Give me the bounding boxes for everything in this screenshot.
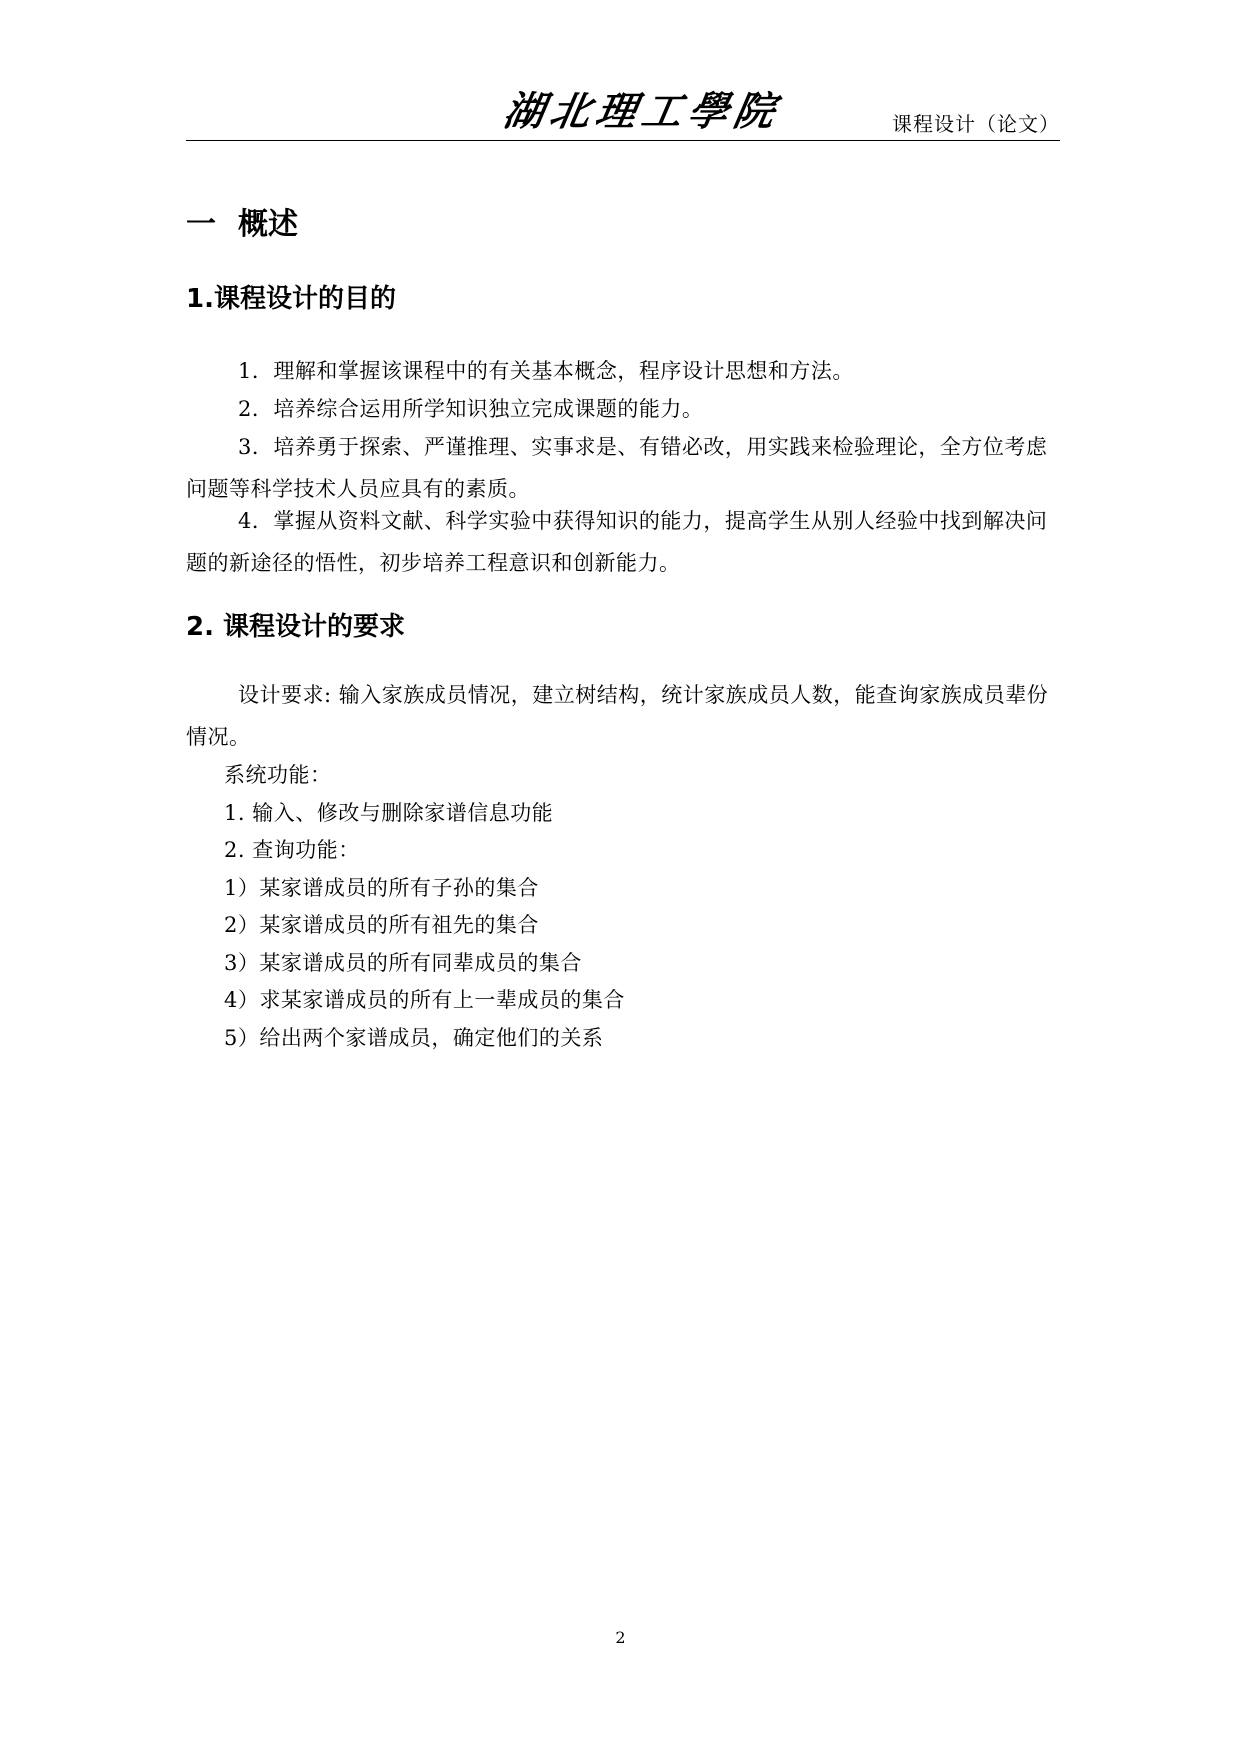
section-title: 概述 bbox=[238, 207, 298, 242]
header-doc-type: 课程设计（论文） bbox=[892, 112, 1060, 136]
function-item: 2）某家谱成员的所有祖先的集合 bbox=[224, 913, 539, 937]
purpose-item: 1．理解和掌握该课程中的有关基本概念，程序设计思想和方法。 bbox=[238, 359, 854, 383]
section-number: 一 bbox=[186, 207, 216, 242]
subsection-heading-purpose: 1.课程设计的目的 bbox=[186, 284, 396, 314]
purpose-item: 3．培养勇于探索、严谨推理、实事求是、有错必改，用实践来检验理论，全方位考虑问题等科学技术人员应具有的素质。 bbox=[186, 435, 1048, 501]
function-item: 1）某家谱成员的所有子孙的集合 bbox=[224, 876, 539, 900]
university-logo: 湖北理工學院 bbox=[499, 88, 785, 135]
functions-label: 系统功能： bbox=[224, 763, 332, 787]
purpose-item: 4．掌握从资料文献、科学实验中获得知识的能力，提高学生从别人经验中找到解决问题的新途径的悟性，初步培养工程意识和创新能力。 bbox=[186, 509, 1048, 575]
function-item: 2. 查询功能： bbox=[224, 838, 360, 862]
function-item: 5）给出两个家谱成员，确定他们的关系 bbox=[224, 1026, 604, 1050]
subsection-heading-requirements: 2. 课程设计的要求 bbox=[186, 612, 406, 642]
function-item: 1. 输入、修改与删除家谱信息功能 bbox=[224, 801, 554, 825]
section-heading bbox=[186, 205, 298, 245]
purpose-item: 2．培养综合运用所学知识独立完成课题的能力。 bbox=[238, 397, 704, 421]
function-item: 4）求某家谱成员的所有上一辈成员的集合 bbox=[224, 988, 625, 1012]
function-item: 3）某家谱成员的所有同辈成员的集合 bbox=[224, 951, 582, 975]
page-number: 2 bbox=[615, 1628, 626, 1647]
page-header bbox=[186, 88, 1060, 141]
requirement-text: 设计要求: 输入家族成员情况，建立树结构，统计家族成员人数，能查询家族成员辈份情况。 bbox=[186, 683, 1049, 749]
